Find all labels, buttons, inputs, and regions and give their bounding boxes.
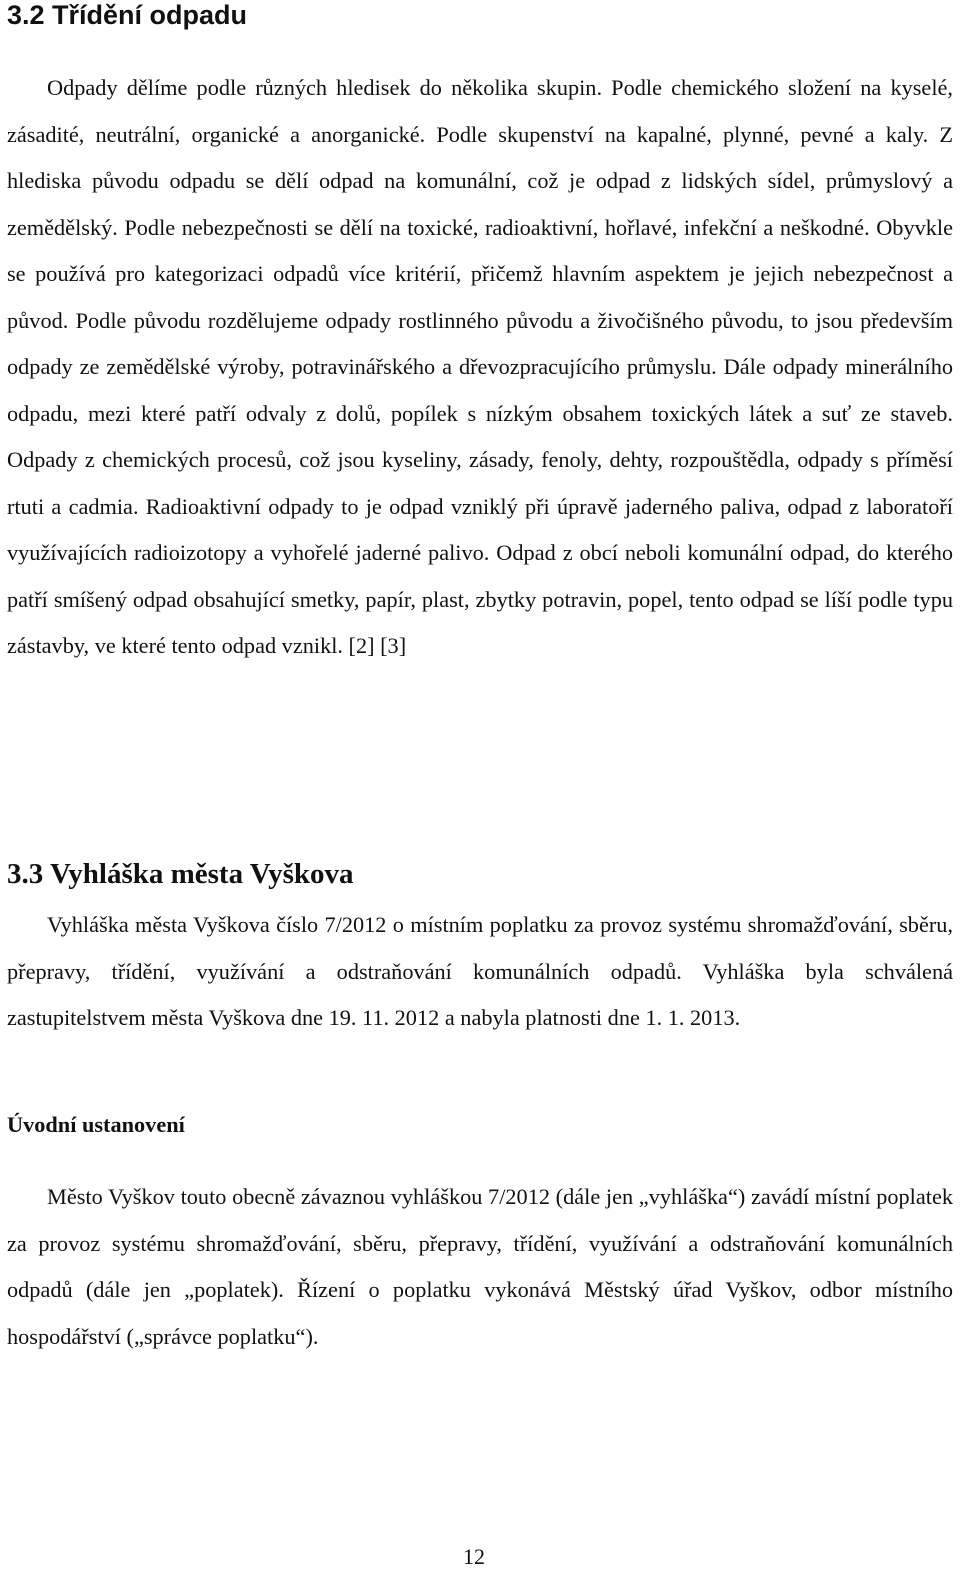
section-heading-sorting-waste: 3.2 Třídění odpadu bbox=[7, 0, 248, 30]
subheading-introductory-provisions: Úvodní ustanovení bbox=[7, 1112, 185, 1137]
paragraph-introductory-provisions: Město Vyškov touto obecně závaznou vyhláškou 7/2012 (dále jen „vyhláška“) zavádí místní poplatek za provoz systému shromažďování, sběru, přepravy, třídění, využívání a odstraňování komunálních odpadů (dále jen „poplatek). Řízení o poplatku vykonává Městský úřad Vyškov, odbor místního hospodářství („správce poplatku“). bbox=[7, 1184, 953, 1349]
section-heading-vyskov-decree: 3.3 Vyhláška města Vyškova bbox=[7, 858, 354, 890]
paragraph-decree-summary: Vyhláška města Vyškova číslo 7/2012 o místním poplatku za provoz systému shromažďování, sběru, přepravy, třídění, využívání a odstraňování komunálních odpadů. Vyhláška byla schválená zastupitelstvem města Vyškova dne 19. 11. 2012 a nabyla platnosti dne 1. 1. 2013. bbox=[7, 912, 953, 1030]
page-number: 12 bbox=[463, 1544, 485, 1569]
paragraph-waste-classification: Odpady dělíme podle různých hledisek do několika skupin. Podle chemického složení na kyselé, zásadité, neutrální, organické a anorganické. Podle skupenství na kapalné, plynné, pevné a kaly. Z hlediska původu odpadu se dělí odpad na komunální, což je odpad z lidských sídel, průmyslový a zemědělský. Podle nebezpečnosti se dělí na toxické, radioaktivní, hořlavé, infekční a neškodné. Obyvkle se používá pro kategorizaci odpadů více kritérií, přičemž hlavním aspektem je jejich nebezpečnost a původ. Podle původu rozdělujeme odpady rostlinného původu a živočišného původu, to jsou především odpady ze zemědělské výroby, potravinářského a dřevozpracujícího průmyslu. Dále odpady minerálního odpadu, mezi které patří odvaly z dolů, popílek s nízkým obsahem toxických látek a suť ze staveb. Odpady z chemických procesů, což jsou kyseliny, zásady, fenoly, dehty, rozpouštědla, odpady s příměsí rtuti a cadmia. Radioaktivní odpady to je odpad vzniklý při úpravě jaderného paliva, odpad z laboratoří využívajících radioizotopy a vyhořelé jaderné palivo. Odpad z obcí neboli komunální odpad, do kterého patří smíšený odpad obsahující smetky, papír, plast, zbytky potravin, popel, tento odpad se líší podle typu zástavby, ve které tento odpad vznikl. [2] [3] bbox=[7, 75, 953, 658]
